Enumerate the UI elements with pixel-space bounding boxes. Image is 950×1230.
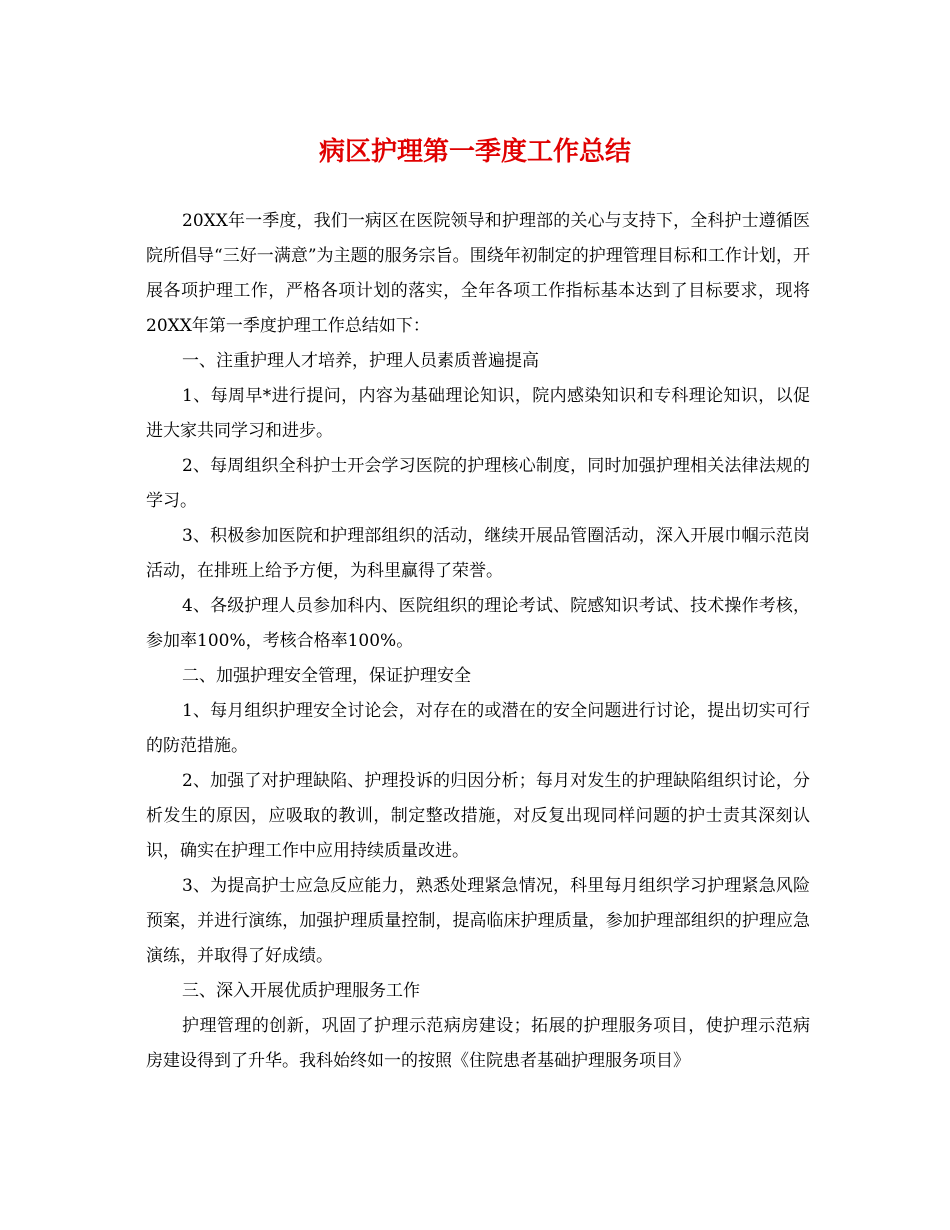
paragraph-intro: 20XX年一季度，我们一病区在医院领导和护理部的关心与支持下，全科护士遵循医院所倡导“三好一满意”为主题的服务宗旨。围绕年初制定的护理管理目标和工作计划，开展各项护理工作，严格各项计划的落实，全年各项工作指标基本达到了目标要求，现将20XX年第一季度护理工作总结如下： xyxy=(146,211,810,336)
paragraph-item: 3、为提高护士应急反应能力，熟悉处理紧急情况，科里每月组织学习护理紧急风险预案，并进行演练，加强护理质量控制，提高临床护理质量，参加护理部组织的护理应急演练，并取得了好成绩。 xyxy=(146,876,810,966)
section-heading-talent-training: 一、注重护理人才培养，护理人员素质普遍提高 xyxy=(182,351,539,371)
section-heading-safety-management: 二、加强护理安全管理，保证护理安全 xyxy=(182,666,471,686)
document-title: 病区护理第一季度工作总结 xyxy=(318,137,631,167)
paragraph-item: 2、每周组织全科护士开会学习医院的护理核心制度，同时加强护理相关法律法规的学习。 xyxy=(146,456,810,511)
document-body xyxy=(146,204,810,1079)
paragraph-item: 2、加强了对护理缺陷、护理投诉的归因分析；每月对发生的护理缺陷组织讨论，分析发生的原因，应吸取的教训，制定整改措施，对反复出现同样问题的护士责其深刻认识，确实在护理工作中应用持续质量改进。 xyxy=(146,771,810,861)
paragraph-item: 1、每周早*进行提问，内容为基础理论知识，院内感染知识和专科理论知识，以促进大家共同学习和进步。 xyxy=(146,386,810,441)
paragraph-item: 3、积极参加医院和护理部组织的活动，继续开展品管圈活动，深入开展巾帼示范岗活动，在排班上给予方便，为科里赢得了荣誉。 xyxy=(146,526,810,581)
section-heading-quality-service: 三、深入开展优质护理服务工作 xyxy=(182,981,420,1001)
paragraph-item: 护理管理的创新，巩固了护理示范病房建设；拓展的护理服务项目，使护理示范病房建设得到了升华。我科始终如一的按照《住院患者基础护理服务项目》 xyxy=(146,1016,810,1071)
paragraph-item: 1、每月组织护理安全讨论会，对存在的或潜在的安全问题进行讨论，提出切实可行的防范措施。 xyxy=(146,701,810,756)
paragraph-item: 4、各级护理人员参加科内、医院组织的理论考试、院感知识考试、技术操作考核，参加率100%，考核合格率100%。 xyxy=(146,596,810,651)
